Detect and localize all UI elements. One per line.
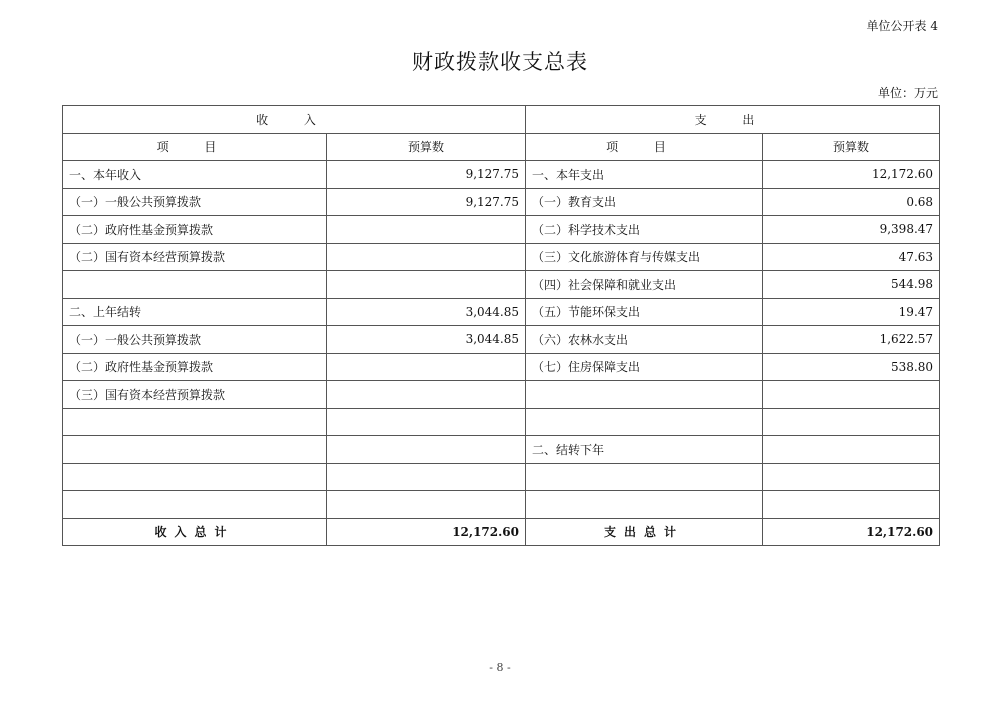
expense-amount-cell — [763, 436, 940, 464]
expense-amount-cell — [763, 381, 940, 409]
expense-amount-cell: 544.98 — [763, 271, 940, 299]
income-total-amount: 12,172.60 — [327, 518, 526, 546]
expense-amount-cell — [763, 463, 940, 491]
income-item-cell: （二）政府性基金预算拨款 — [63, 353, 327, 381]
expense-item-cell: （三）文化旅游体育与传媒支出 — [526, 243, 763, 271]
table-row — [63, 436, 940, 464]
income-budget-header: 预算数 — [327, 133, 526, 161]
expense-item-cell: （二）科学技术支出 — [526, 216, 763, 244]
income-item-cell: （一）一般公共预算拨款 — [63, 188, 327, 216]
table-row — [63, 326, 940, 354]
income-amount-cell — [327, 216, 526, 244]
income-amount-cell: 9,127.75 — [327, 188, 526, 216]
expense-amount-cell: 538.80 — [763, 353, 940, 381]
table-row — [63, 463, 940, 491]
income-item-cell: 二、上年结转 — [63, 298, 327, 326]
income-item-cell — [63, 408, 327, 436]
expense-amount-cell — [763, 491, 940, 519]
income-amount-cell — [327, 381, 526, 409]
expense-item-cell: （一）教育支出 — [526, 188, 763, 216]
expense-item-cell — [526, 491, 763, 519]
income-item-cell — [63, 491, 327, 519]
expense-item-cell: （四）社会保障和就业支出 — [526, 271, 763, 299]
page-title: 财政拨款收支总表 — [412, 50, 588, 74]
expense-amount-cell: 0.68 — [763, 188, 940, 216]
income-amount-cell: 3,044.85 — [327, 326, 526, 354]
table-row — [63, 353, 940, 381]
column-header-row — [63, 133, 940, 161]
group-header-row — [63, 106, 940, 134]
table-row — [63, 271, 940, 299]
expense-amount-cell: 1,622.57 — [763, 326, 940, 354]
expense-total-label: 支出总计 — [526, 518, 763, 546]
expense-item-header: 项 目 — [526, 133, 763, 161]
table-row — [63, 243, 940, 271]
income-amount-cell: 3,044.85 — [327, 298, 526, 326]
expense-amount-cell: 9,398.47 — [763, 216, 940, 244]
table-row — [63, 491, 940, 519]
income-amount-cell — [327, 491, 526, 519]
expense-amount-cell: 19.47 — [763, 298, 940, 326]
table-row — [63, 381, 940, 409]
income-item-cell: 一、本年收入 — [63, 161, 327, 189]
income-amount-cell — [327, 353, 526, 381]
expense-amount-cell: 47.63 — [763, 243, 940, 271]
expense-total-amount: 12,172.60 — [763, 518, 940, 546]
expense-amount-cell — [763, 408, 940, 436]
expense-item-cell: 一、本年支出 — [526, 161, 763, 189]
table-row — [63, 161, 940, 189]
income-item-cell: （二）国有资本经营预算拨款 — [63, 243, 327, 271]
expense-item-cell — [526, 408, 763, 436]
income-amount-cell — [327, 463, 526, 491]
expense-item-cell: （七）住房保障支出 — [526, 353, 763, 381]
income-item-cell: （一）一般公共预算拨款 — [63, 326, 327, 354]
income-item-cell — [63, 271, 327, 299]
income-item-cell — [63, 436, 327, 464]
expense-item-cell — [526, 463, 763, 491]
unit-label: 单位：万元 — [877, 86, 938, 100]
totals-row — [63, 518, 940, 546]
income-amount-cell — [327, 271, 526, 299]
expense-amount-cell: 12,172.60 — [763, 161, 940, 189]
income-item-cell — [63, 463, 327, 491]
income-total-label: 收入总计 — [63, 518, 327, 546]
budget-table — [62, 105, 940, 546]
income-item-cell: （二）政府性基金预算拨款 — [63, 216, 327, 244]
income-item-header: 项 目 — [63, 133, 327, 161]
income-amount-cell: 9,127.75 — [327, 161, 526, 189]
expense-budget-header: 预算数 — [763, 133, 940, 161]
table-row — [63, 298, 940, 326]
income-amount-cell — [327, 243, 526, 271]
expense-item-cell — [526, 381, 763, 409]
page-number: - 8 - — [489, 661, 511, 674]
table-row — [63, 188, 940, 216]
table-row — [63, 216, 940, 244]
expense-item-cell: （六）农林水支出 — [526, 326, 763, 354]
expense-item-cell: 二、结转下年 — [526, 436, 763, 464]
table-number-label: 单位公开表 4 — [866, 19, 938, 33]
income-amount-cell — [327, 436, 526, 464]
income-group-header: 收 入 — [63, 106, 526, 134]
expense-group-header: 支 出 — [526, 106, 940, 134]
expense-item-cell: （五）节能环保支出 — [526, 298, 763, 326]
table-row — [63, 408, 940, 436]
income-item-cell: （三）国有资本经营预算拨款 — [63, 381, 327, 409]
income-amount-cell — [327, 408, 526, 436]
